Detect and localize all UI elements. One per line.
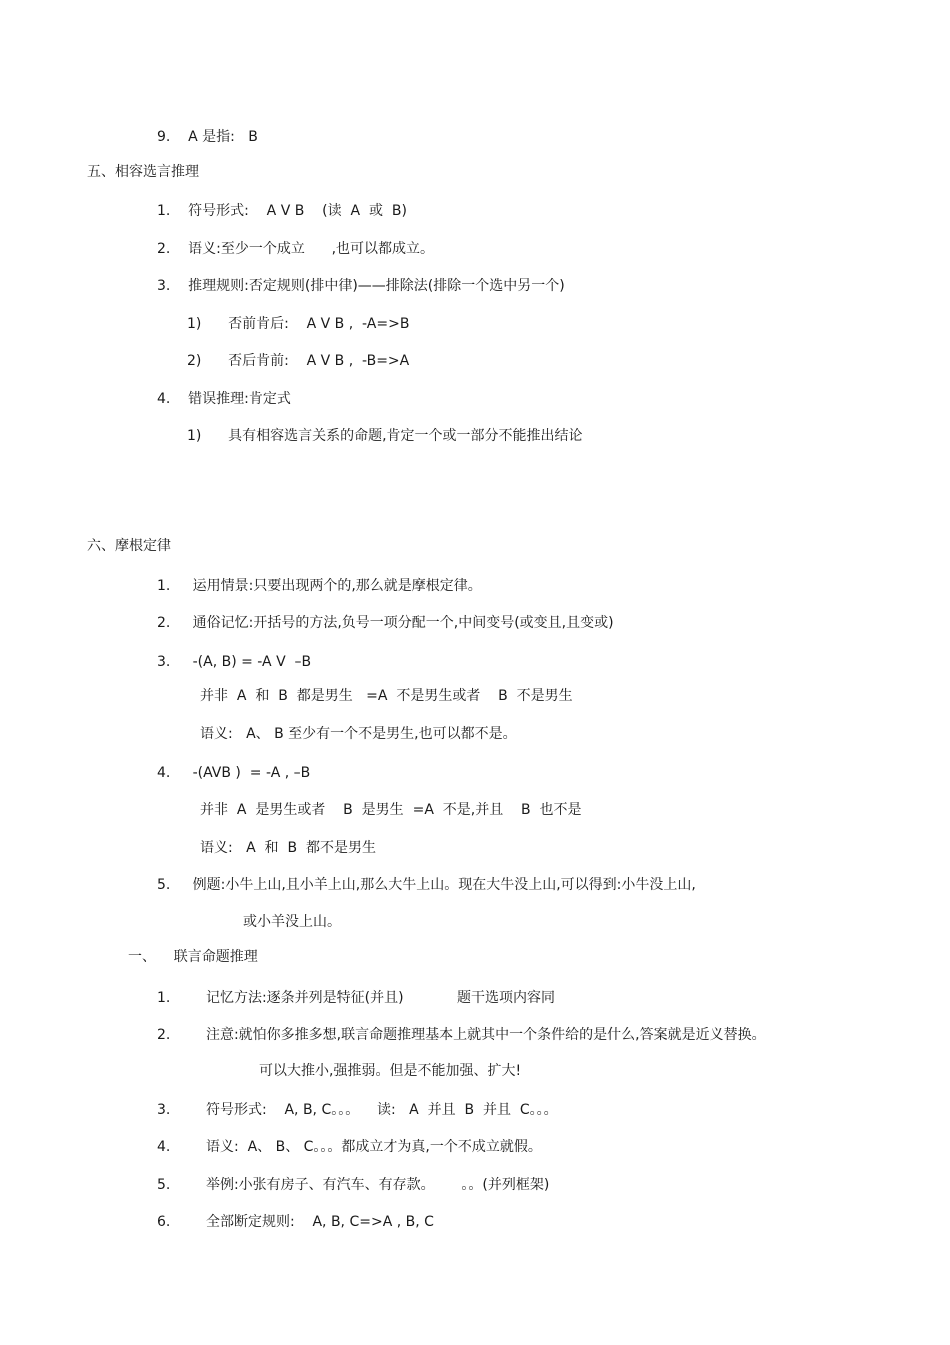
item-full-assertion-rule: 6. 全部断定规则: A, B, C=>A , B, C — [157, 1214, 434, 1230]
section-heading-conjunctive: 一、 联言命题推理 — [128, 949, 258, 965]
item-usage-scenario: 1. 运用情景:只要出现两个的,那么就是摩根定律。 — [157, 578, 482, 594]
item-9-a-means-b: 9. A 是指: B — [157, 129, 258, 145]
formula-and-semantics: 语义: A、 B 至少有一个不是男生,也可以都不是。 — [200, 726, 517, 742]
item-inference-rule: 3. 推理规则:否定规则(排中律)——排除法(排除一个选中另一个) — [157, 278, 565, 294]
attention-continuation: 可以大推小,强推弱。但是不能加强、扩大! — [259, 1063, 522, 1079]
subitem-deny-antecedent: 1) 否前肯后: A V B , -A=>B — [187, 316, 410, 332]
item-formula-or: 4. -(AVB ) = -A , –B — [157, 765, 311, 781]
item-attention: 2. 注意:就怕你多推多想,联言命题推理基本上就其中一个条件给的是什么,答案就是近义替换。 — [157, 1027, 766, 1043]
item-formula-and: 3. -(A, B) = -A V –B — [157, 654, 312, 670]
subitem-deny-consequent: 2) 否后肯前: A V B , -B=>A — [187, 353, 410, 369]
formula-or-semantics: 语义: A 和 B 都不是男生 — [200, 840, 376, 856]
item-memory-tip: 2. 通俗记忆:开括号的方法,负号一项分配一个,中间变号(或变且,且变或) — [157, 615, 614, 631]
item-conj-semantics: 4. 语义: A、 B、 C。。。都成立才为真,一个不成立就假。 — [157, 1139, 542, 1155]
example-continuation: 或小羊没上山。 — [243, 914, 341, 930]
item-memory-method: 1. 记忆方法:逐条并列是特征(并且) 题干选项内容同 — [157, 990, 556, 1006]
item-wrong-inference: 4. 错误推理:肯定式 — [157, 391, 291, 407]
section-heading-6: 六、摩根定律 — [87, 538, 171, 554]
section-heading-5: 五、相容选言推理 — [87, 164, 199, 180]
subitem-affirm-note: 1) 具有相容选言关系的命题,肯定一个或一部分不能推出结论 — [187, 428, 583, 444]
item-symbol-form: 1. 符号形式: A V B (读 A 或 B) — [157, 203, 407, 219]
formula-and-example: 并非 A 和 B 都是男生 =A 不是男生或者 B 不是男生 — [200, 688, 573, 704]
item-semantics: 2. 语义:至少一个成立 ,也可以都成立。 — [157, 241, 435, 257]
formula-or-example: 并非 A 是男生或者 B 是男生 =A 不是,并且 B 也不是 — [200, 802, 582, 818]
item-conj-example: 5. 举例:小张有房子、有汽车、有存款。 。。(并列框架) — [157, 1177, 550, 1193]
item-conj-symbol-form: 3. 符号形式: A, B, C。。。 读: A 并且 B 并且 C。。。 — [157, 1102, 558, 1118]
item-example-question: 5. 例题:小牛上山,且小羊上山,那么大牛上山。现在大牛没上山,可以得到:小牛没上山, — [157, 877, 696, 893]
